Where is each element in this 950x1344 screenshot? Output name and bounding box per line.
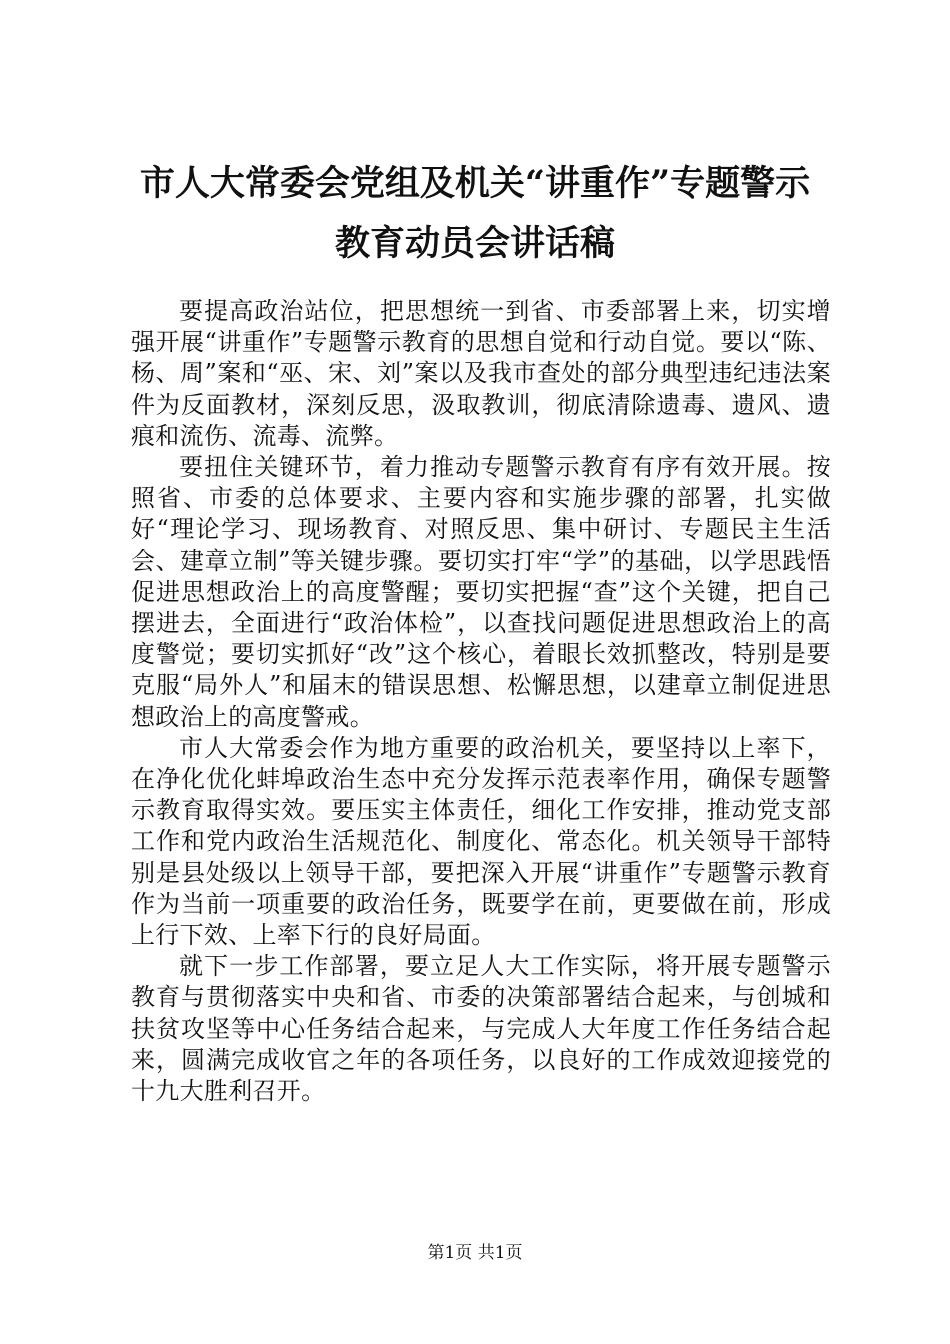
- document-title-line-2: 教育动员会讲话稿: [334, 223, 615, 264]
- body-paragraph-2: 要扭住关键环节，着力推动专题警示教育有序有效开展。按照省、市委的总体要求、主要内容和实施步骤的部署，扎实做好“理论学习、现场教育、对照反思、集中研讨、专题民主生活会、建章立制”等关键步骤。要切实打牢“学”的基础，以学思践悟促进思想政治上的高度警醒；要切实把握“查”这个关键，把自己摆进去，全面进行“政治体检”，以查找问题促进思想政治上的高度警觉；要切实抓好“改”这个核心，着眼长效抓整改，特别是要克服“局外人”和届末的错误思想、松懈思想，以建章立制促进思想政治上的高度警戒。: [131, 453, 831, 731]
- body-paragraph-1: 要提高政治站位，把思想统一到省、市委部署上来，切实增强开展“讲重作”专题警示教育的思想自觉和行动自觉。要以“陈、杨、周”案和“巫、宋、刘”案以及我市查处的部分典型违纪违法案件为反面教材，深刻反思，汲取教训，彻底清除遗毒、遗风、遗痕和流伤、流毒、流弊。: [131, 297, 831, 450]
- body-paragraph-4: 就下一步工作部署，要立足人大工作实际，将开展专题警示教育与贯彻落实中央和省、市委的决策部署结合起来，与创城和扶贫攻坚等中心任务结合起来，与完成人大年度工作任务结合起来，圆满完成收官之年的各项任务，以良好的工作成效迎接党的十九大胜利召开。: [131, 952, 831, 1106]
- body-paragraph-3: 市人大常委会作为地方重要的政治机关，要坚持以上率下，在净化优化蚌埠政治生态中充分发挥示范表率作用，确保专题警示教育取得实效。要压实主体责任，细化工作安排，推动党支部工作和党内政治生活规范化、制度化、常态化。机关领导干部特别是县处级以上领导干部，要把深入开展“讲重作”专题警示教育作为当前一项重要的政治任务，既要学在前，更要做在前，形成上行下效、上率下行的良好局面。: [131, 733, 831, 950]
- page-number-footer: 第1页 共1页: [427, 1243, 523, 1263]
- document-title-line-1: 市人大常委会党组及机关“讲重作”专题警示: [139, 163, 811, 204]
- document-body: [131, 296, 831, 1107]
